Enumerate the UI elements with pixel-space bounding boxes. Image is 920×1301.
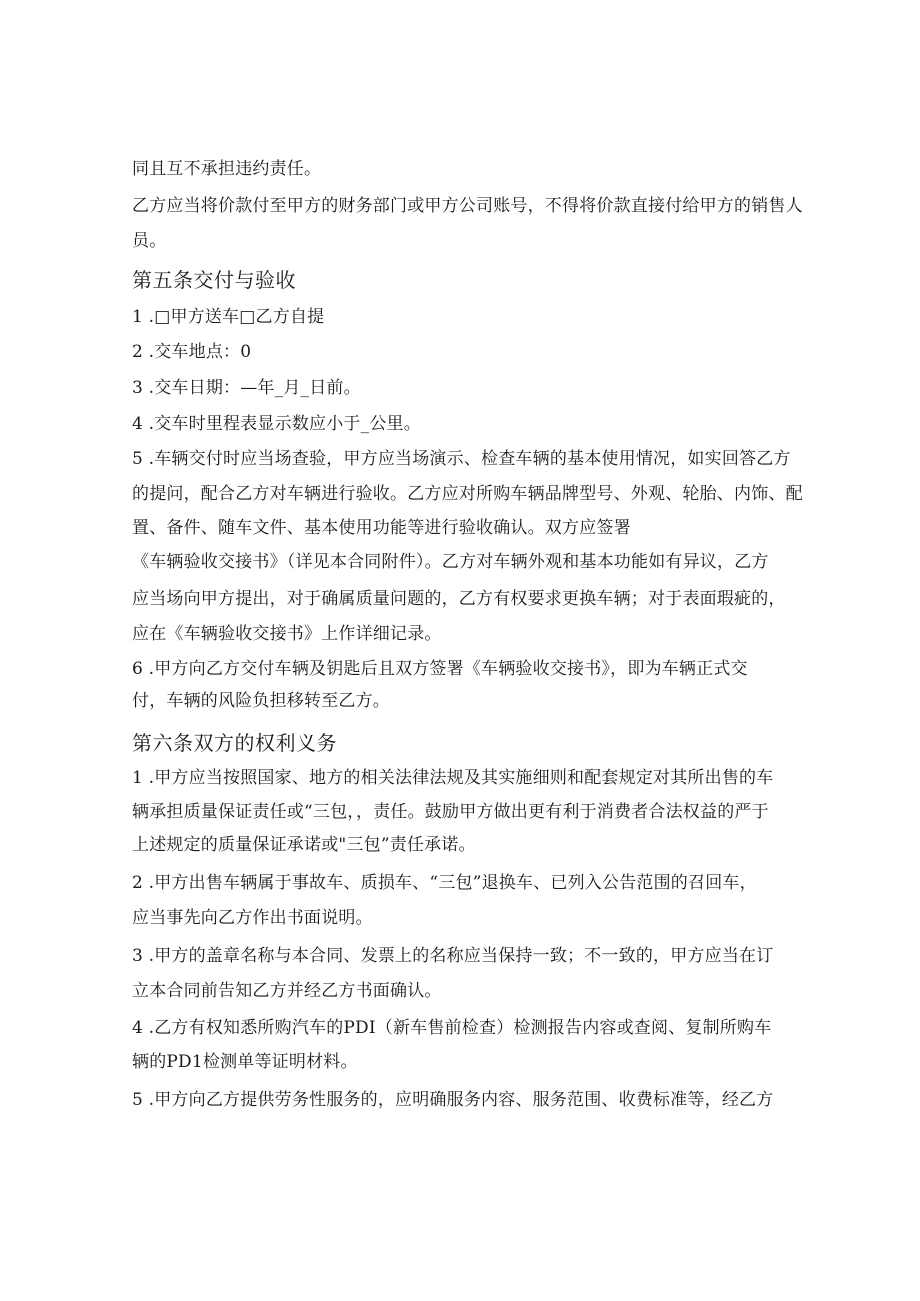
- section-heading-6: 第六条双方的权利义务: [132, 731, 337, 755]
- text-line: 5 .车辆交付时应当场查验，甲方应当场演示、检查车辆的基本使用情况，如实回答乙方: [132, 449, 791, 469]
- text-line: 5 .甲方向乙方提供劳务性服务的，应明确服务内容、服务范围、收费标准等，经乙方: [132, 1090, 774, 1110]
- text-line: 置、备件、随车文件、基本使用功能等进行验收确认。双方应签署: [132, 518, 631, 538]
- text-line: 应当场向甲方提出，对于确属质量问题的，乙方有权要求更换车辆；对于表面瑕疵的，: [132, 589, 786, 609]
- text-line: 辆的PD1检测单等证明材料。: [132, 1052, 358, 1072]
- text-line: 3 .甲方的盖章名称与本合同、发票上的名称应当保持一致；不一致的，甲方应当在订: [132, 946, 774, 966]
- text-line: 付，车辆的风险负担移转至乙方。: [132, 691, 390, 711]
- text-line: 应当事先向乙方作出书面说明。: [132, 908, 373, 928]
- text-line: 6 .甲方向乙方交付车辆及钥匙后且双方签署《车辆验收交接书》，即为车辆正式交: [132, 659, 748, 679]
- section-heading-5: 第五条交付与验收: [132, 268, 296, 292]
- text-line: 的提问，配合乙方对车辆进行验收。乙方应对所购车辆品牌型号、外观、轮胎、内饰、配: [132, 484, 803, 504]
- text-line: 2 .甲方出售车辆属于事故车、质损车、“三包”退换车、已列入公告范围的召回车，: [132, 873, 757, 893]
- text-line: 《车辆验收交接书》（详见本合同附件）。乙方对车辆外观和基本功能如有异议，乙方: [132, 552, 769, 572]
- text-line: 4 .乙方有权知悉所购汽车的PDI（新车售前检查）检测报告内容或查阅、复制所购车: [132, 1018, 772, 1038]
- text-line: 1 .□甲方送车□乙方自提: [132, 307, 325, 327]
- text-line: 1 .甲方应当按照国家、地方的相关法律法规及其实施细则和配套规定对其所出售的车: [132, 768, 774, 788]
- text-line: 辆承担质量保证责任或“三包，，责任。鼓励甲方做出更有利于消费者合法权益的严于: [132, 802, 769, 822]
- text-line: 4 .交车时里程表显示数应小于_公里。: [132, 414, 421, 434]
- text-line: 乙方应当将价款付至甲方的财务部门或甲方公司账号，不得将价款直接付给甲方的销售人: [132, 196, 803, 216]
- text-line: 员。: [132, 231, 167, 251]
- text-line: 上述规定的质量保证承诺或"三包”责任承诺。: [132, 835, 476, 855]
- text-line: 应在《车辆验收交接书》上作详细记录。: [132, 624, 442, 644]
- text-line: 2 .交车地点：0: [132, 342, 252, 362]
- text-line: 同且互不承担违约责任。: [132, 159, 322, 179]
- text-line: 3 .交车日期：—年_月_日前。: [132, 378, 361, 398]
- text-line: 立本合同前告知乙方并经乙方书面确认。: [132, 981, 442, 1001]
